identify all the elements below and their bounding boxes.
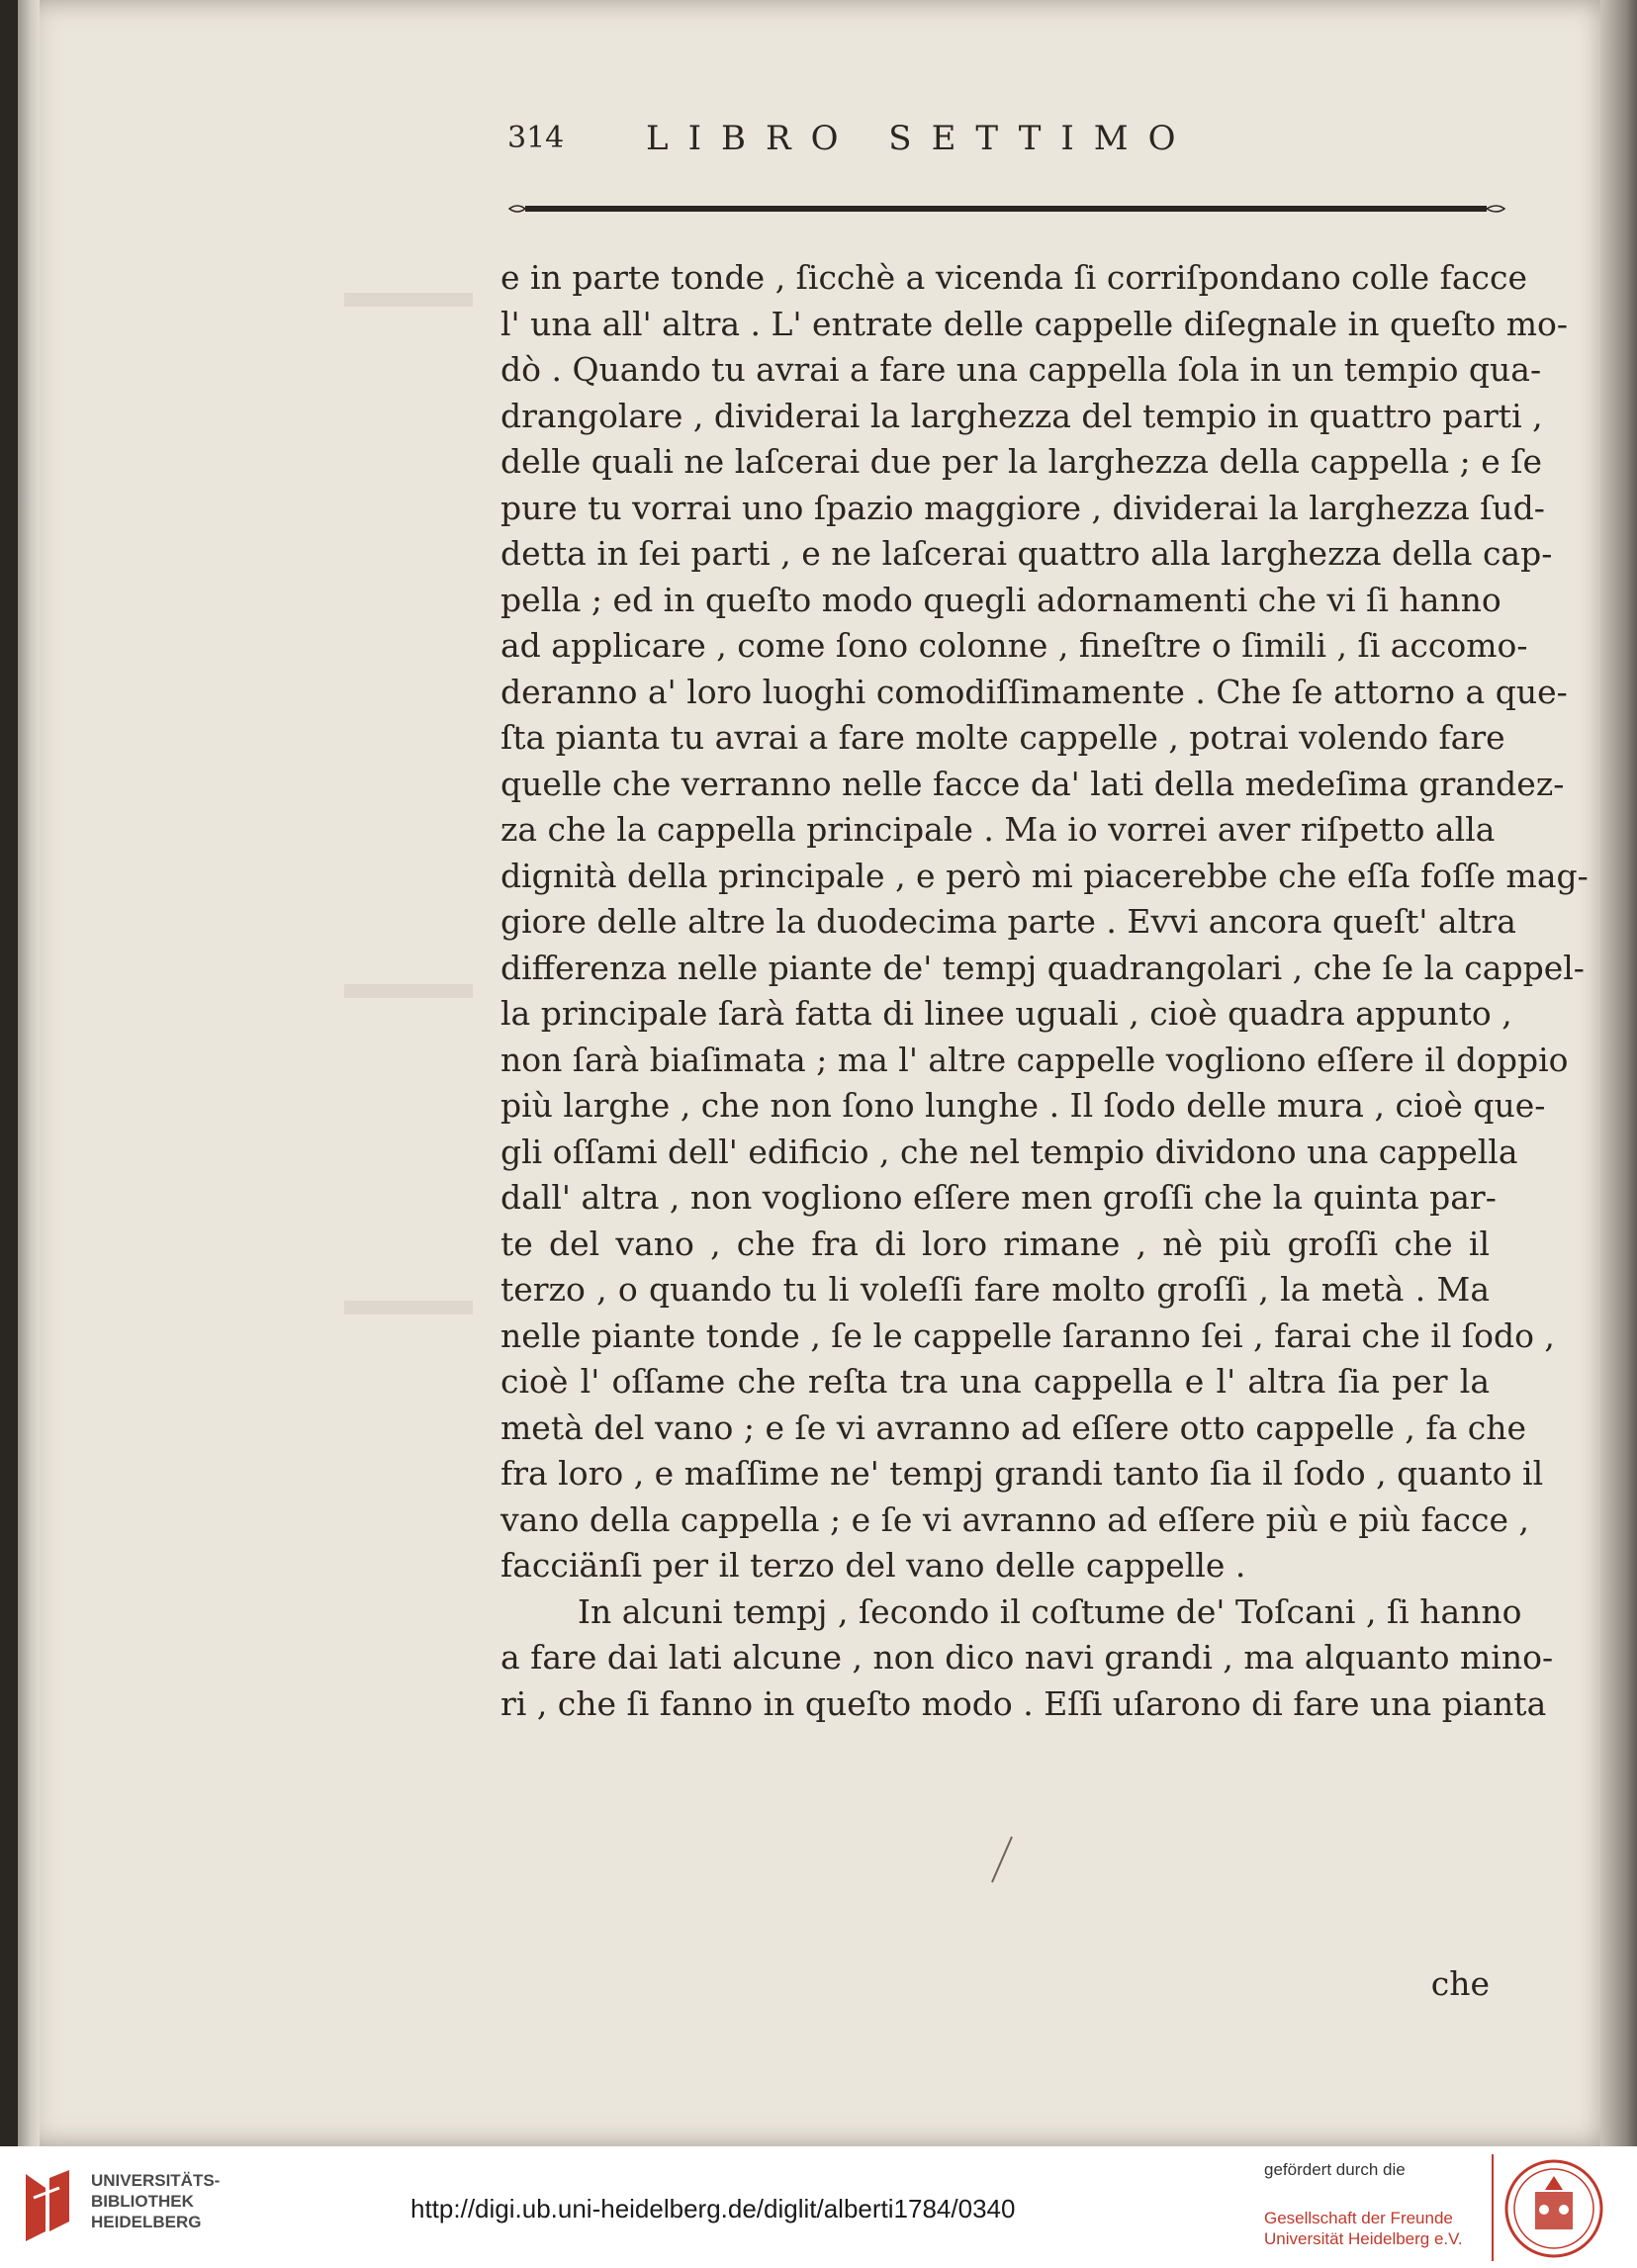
text-line: za che la cappella principale . Ma io vorrei aver riſpetto alla: [500, 810, 1496, 849]
footer-divider: [1492, 2154, 1494, 2261]
footer-bar: [0, 2146, 1637, 2268]
text-line: gli oſſami dell' edificio , che nel tempio dividono una cappella: [500, 1132, 1518, 1171]
sponsor-label: gefördert durch die: [1264, 2160, 1406, 2179]
text-line: facciänſi per il terzo del vano delle cappelle .: [500, 1546, 1246, 1585]
bleed-through-margin-note: [359, 356, 468, 390]
text-line: delle quali ne laſcerai due per la larghezza della cappella ; e ſe: [500, 442, 1543, 481]
text-line: fra loro , e maſſime ne' tempj grandi tanto ſia il ſodo , quanto il: [500, 1454, 1544, 1493]
text-line: giore delle altre la duodecima parte . Evvi ancora queſt' altra: [500, 902, 1516, 941]
text-line: ſta pianta tu avrai a fare molte cappelle , potrai volendo fare: [500, 718, 1505, 757]
sponsor-name-line: Universität Heidelberg e.V.: [1264, 2229, 1463, 2248]
bleed-through-mark: [344, 1301, 473, 1315]
text-line: cioè l' oſſame che reſta tra una cappella e l' altra ſia per la: [500, 1362, 1490, 1401]
running-title: LIBRO SETTIMO: [646, 119, 1196, 158]
text-line: detta in ſei parti , e ne laſcerai quattro alla larghezza della cap-: [500, 534, 1553, 573]
text-line: non ſarà biaſimata ; ma l' altre cappelle vogliono eſſere il doppio: [500, 1040, 1569, 1079]
catchword: che: [1430, 1964, 1490, 2003]
text-line: ri , che ſi fanno in queſto modo . Eſſi uſarono di fare una pianta: [500, 1683, 1547, 1723]
text-line: vano della cappella ; e ſe vi avranno ad eſſere più e più facce ,: [500, 1499, 1530, 1539]
text-line: pella ; ed in queſto modo quegli adornamenti che vi ſi hanno: [500, 580, 1501, 619]
bleed-through-mark: [344, 984, 473, 998]
text-line: la principale ſarà fatta di linee uguali , cioè quadra appunto ,: [500, 994, 1512, 1033]
text-line: deranno a' loro luoghi comodiſſimamente . Che ſe attorno a que-: [500, 672, 1568, 711]
page-edge-shadow: [18, 0, 40, 2146]
text-line: te del vano , che fra di loro rimane , nè più groſſi che il: [500, 1224, 1490, 1263]
page-number: 314: [507, 121, 565, 155]
text-line: ad applicare , come ſono colonne , fineſtre o ſimili , ſi accomo-: [500, 626, 1528, 665]
running-head: [507, 119, 1378, 168]
text-line: terzo , o quando tu li voleſſi fare molto groſſi , la metà . Ma: [500, 1270, 1490, 1309]
text-line: e in parte tonde , ſicchè a vicenda ſi corriſpondano colle facce: [500, 258, 1528, 297]
text-line: drangolare , dividerai la larghezza del tempio in quattro parti ,: [500, 396, 1543, 435]
text-line: In alcuni tempj , ſecondo il coſtume de' Toſcani , ſi hanno: [578, 1591, 1522, 1631]
text-line: a fare dai lati alcune , non dico navi grandi , ma alquanto mino-: [500, 1638, 1554, 1677]
text-line: l' una all' altra . L' entrate delle cappelle diſegnale in queſto mo-: [500, 304, 1569, 343]
text-line: dò . Quando tu avrai a fare una cappella ſola in un tempio qua-: [500, 350, 1542, 389]
university-library-logo-icon: [20, 2168, 73, 2247]
text-line: dall' altra , non vogliono eſſere men groſſi che la quinta par-: [500, 1178, 1497, 1217]
text-line: metà del vano ; e ſe vi avranno ad eſſere otto cappelle , fa che: [500, 1407, 1527, 1447]
book-page: [18, 0, 1600, 2146]
decorative-rule: [507, 203, 1506, 215]
university-seal-icon: [1503, 2158, 1604, 2259]
library-name-line: BIBLIOTHEK: [91, 2192, 194, 2211]
text-line: differenza nelle piante de' tempj quadrangolari , che ſe la cappel-: [500, 948, 1585, 987]
pencil-mark: [982, 1835, 1022, 1884]
text-line: nelle piante tonde , ſe le cappelle ſaranno ſei , farai che il ſodo ,: [500, 1315, 1555, 1355]
library-name-line: HEIDELBERG: [91, 2213, 202, 2231]
bleed-through-mark: [344, 293, 473, 307]
right-page-strip: [1600, 0, 1637, 2146]
text-line: quelle che verranno nelle facce da' lati della medeſima grandez-: [500, 764, 1565, 803]
text-line: più larghe , che non ſono lunghe . Il ſodo delle mura , cioè que-: [500, 1086, 1546, 1125]
library-name: [91, 2170, 220, 2232]
permalink-url[interactable]: http://digi.ub.uni-heidelberg.de/diglit/alberti1784/0340: [410, 2194, 1016, 2223]
sponsor-name-line: Gesellschaft der Freunde: [1264, 2209, 1453, 2227]
text-line: dignità della principale , e però mi piacerebbe che eſſa foſſe mag-: [500, 856, 1589, 895]
library-name-line: UNIVERSITÄTS-: [91, 2171, 221, 2190]
body-text: [500, 255, 1589, 2003]
text-line: pure tu vorrai uno ſpazio maggiore , dividerai la larghezza ſud-: [500, 488, 1545, 527]
sponsor-name: [1264, 2208, 1463, 2249]
